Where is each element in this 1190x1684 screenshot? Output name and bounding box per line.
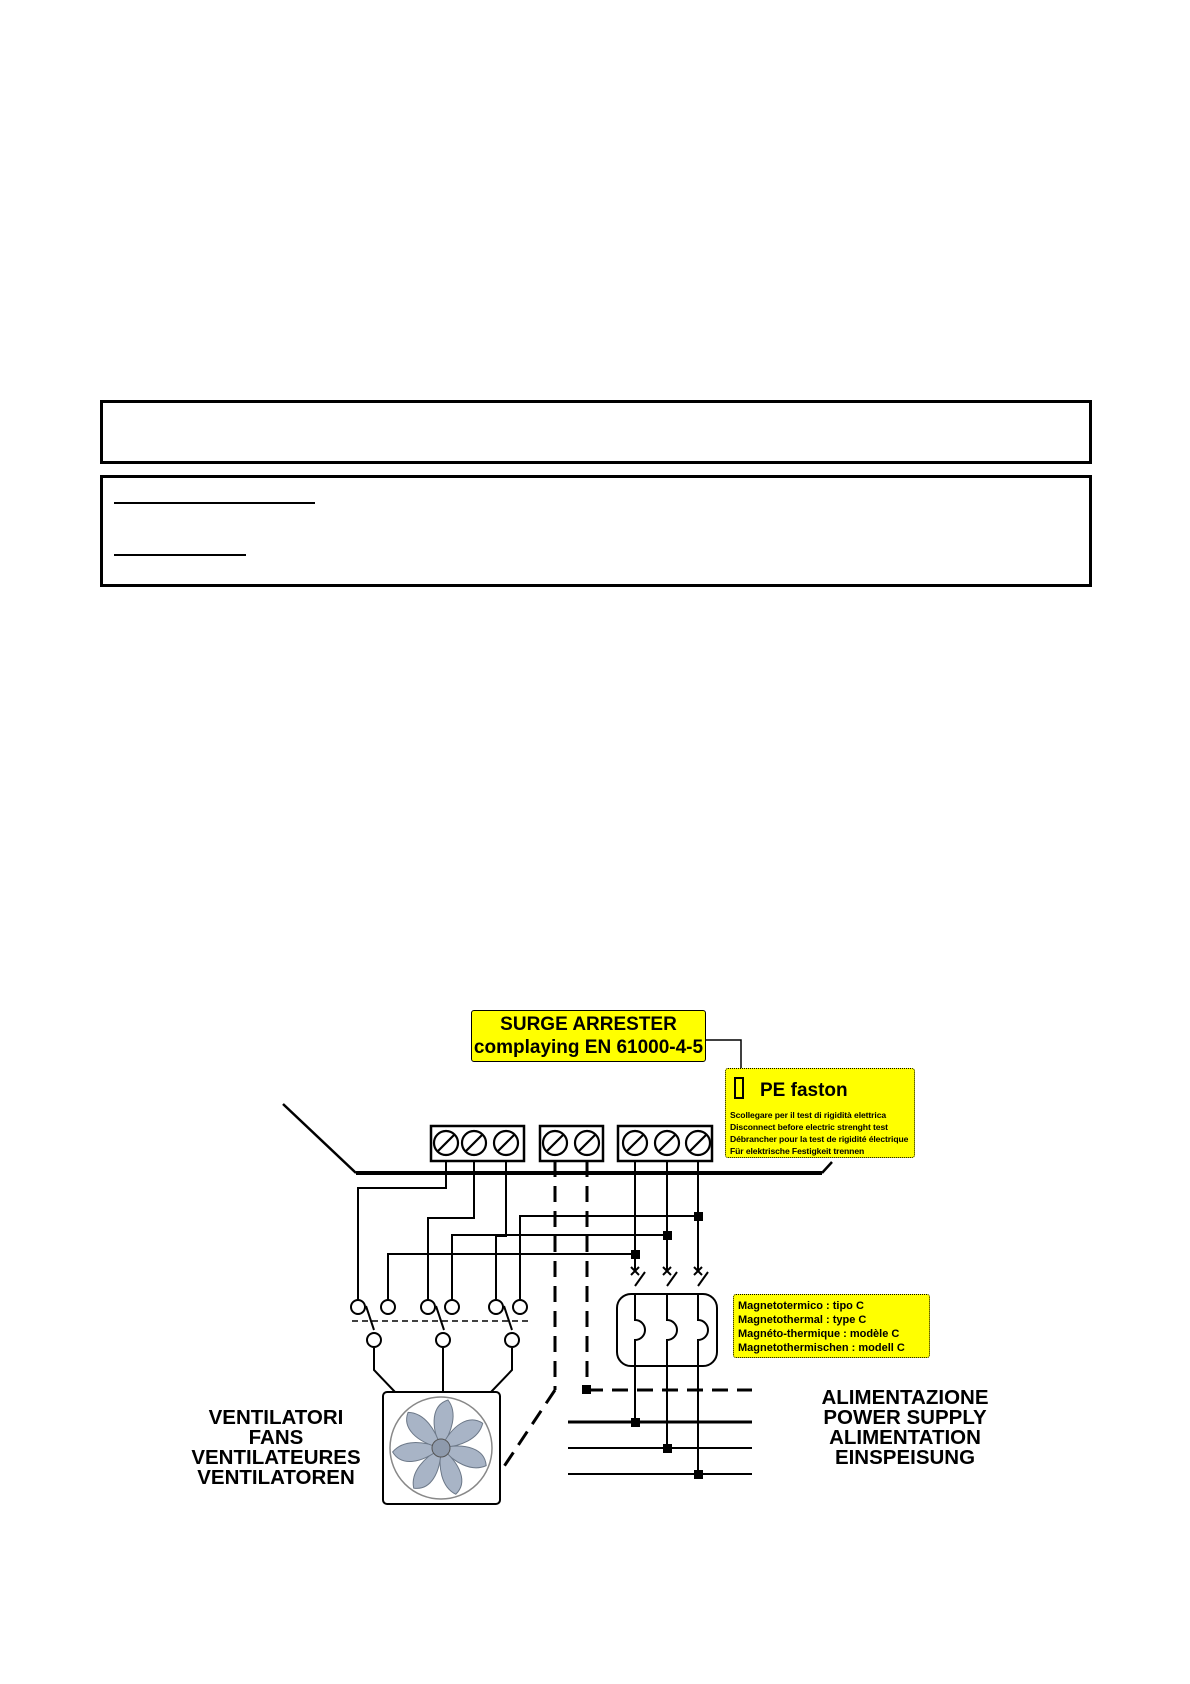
surge-label-line1: SURGE ARRESTER [500, 1014, 677, 1035]
pe-note-de: Für elektrische Festigkeit trennen [730, 1146, 865, 1156]
pe-note-fr: Débrancher pour la test de rigidité électrique [730, 1134, 909, 1144]
fans-label-fr: VENTILATEURES [191, 1446, 361, 1469]
breaker-label-de: Magnetothermischen : modell C [738, 1342, 905, 1354]
fans-label-de: VENTILATOREN [197, 1466, 355, 1489]
supply-label-fr: ALIMENTATION [829, 1426, 981, 1449]
pe-faston-icon [734, 1077, 744, 1099]
pe-faston-notes [730, 1109, 908, 1157]
rail-end [822, 1162, 832, 1173]
cable-entry-line [283, 1104, 356, 1173]
breaker-label [733, 1294, 930, 1358]
fans-label-en: FANS [248, 1426, 304, 1449]
supply-label-en: POWER SUPPLY [823, 1406, 987, 1429]
pe-note-it: Scollegare per il test di rigidità elettrica [730, 1110, 887, 1120]
fans-label [168, 1408, 384, 1488]
pe-faston-label [725, 1068, 915, 1158]
supply-bus-lines [568, 1422, 752, 1474]
breaker-label-fr: Magnéto-thermique : modèle C [738, 1328, 900, 1340]
fan-icon [383, 1392, 500, 1504]
pe-note-en: Disconnect before electric strenght test [730, 1122, 888, 1132]
switch-terminals [351, 1300, 527, 1347]
pe-junction [582, 1385, 591, 1394]
breaker-contacts [631, 1267, 708, 1286]
breaker-label-en: Magnetothermal : type C [738, 1314, 867, 1326]
power-supply-label [800, 1388, 1010, 1468]
pe-faston-title: PE faston [760, 1080, 848, 1101]
supply-label-it: ALIMENTAZIONE [821, 1386, 989, 1409]
supply-label-de: EINSPEISUNG [834, 1446, 976, 1469]
surge-arrester-label [471, 1010, 706, 1062]
surge-label-line2: complaying EN 61000-4-5 [473, 1037, 704, 1058]
breaker-label-it: Magnetotermico : tipo C [738, 1300, 864, 1312]
breaker-icon [617, 1294, 717, 1366]
fans-label-it: VENTILATORI [208, 1406, 344, 1429]
